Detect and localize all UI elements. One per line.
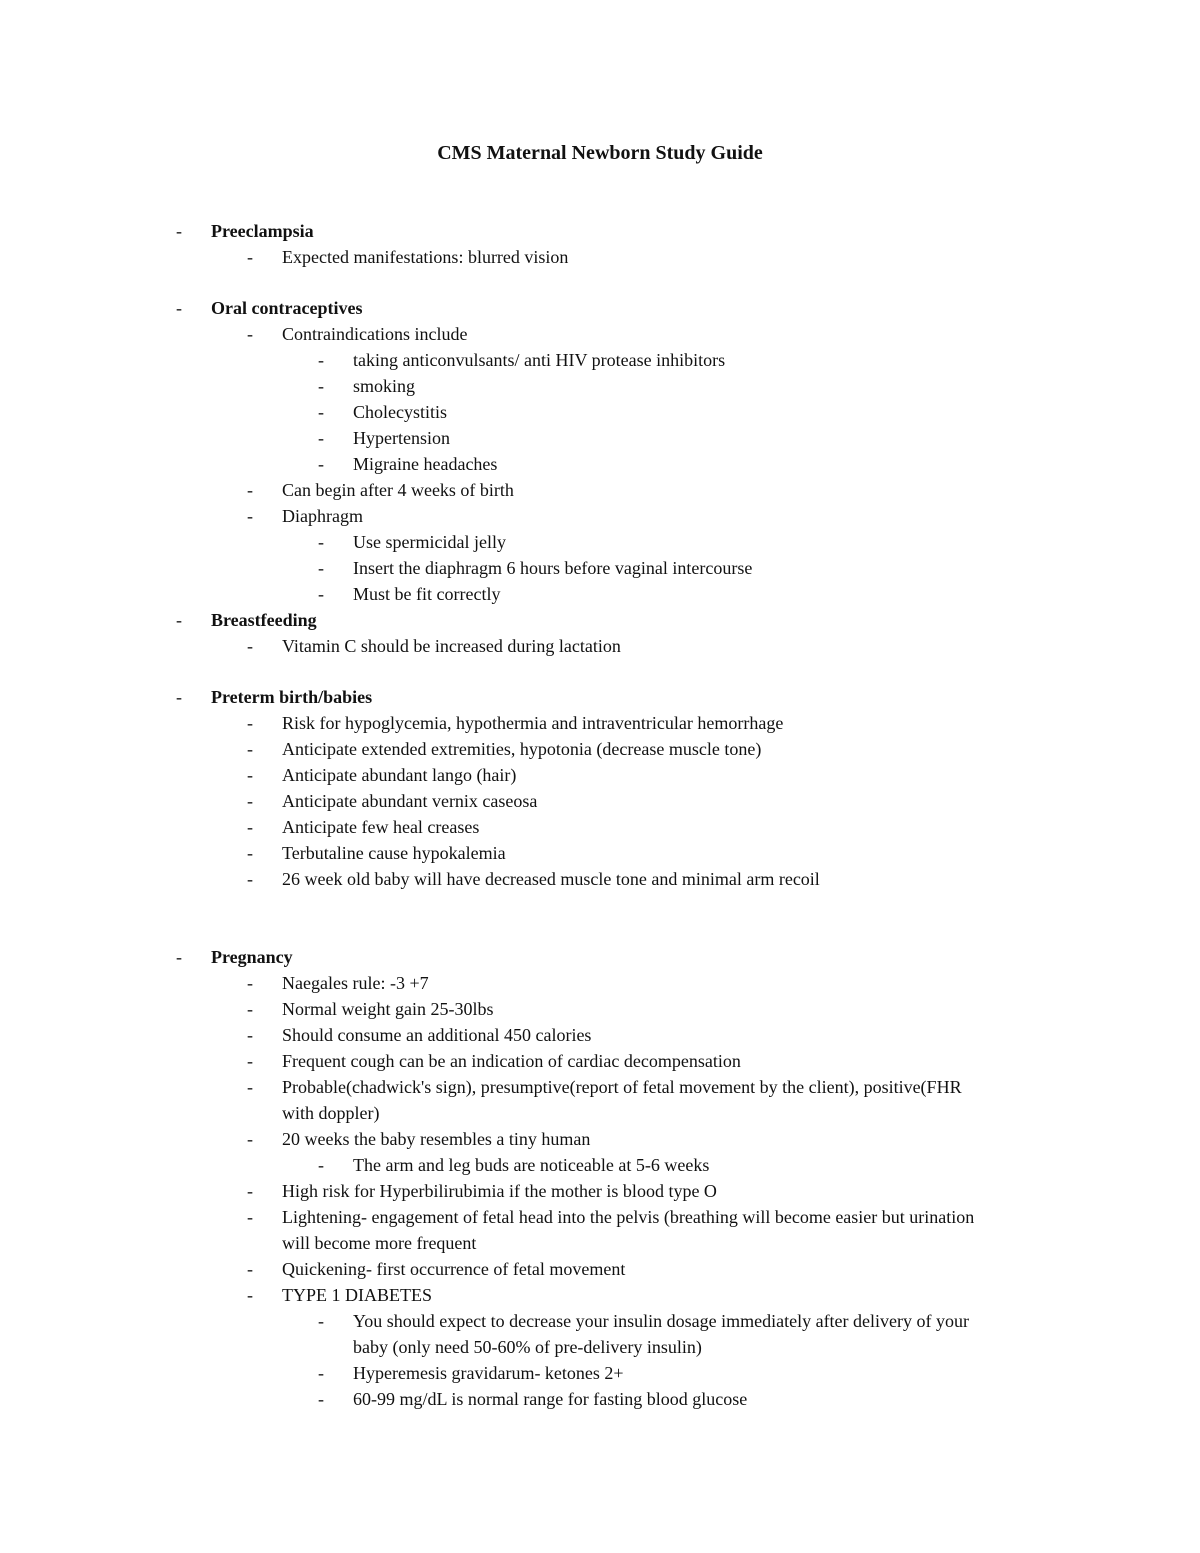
list-item-text: Cholecystitis [353, 402, 447, 422]
list-item-text: Anticipate abundant lango (hair) [282, 765, 517, 785]
bullet-dash: - [318, 376, 324, 396]
bullet-dash: - [247, 999, 253, 1019]
list-item-text: Frequent cough can be an indication of cardiac decompensation [282, 1051, 741, 1071]
bullet-dash: - [247, 1025, 253, 1045]
bullet-dash: - [247, 817, 253, 837]
bullet-dash: - [318, 428, 324, 448]
bullet-dash: - [247, 843, 253, 863]
bullet-dash: - [318, 454, 324, 474]
bullet-dash: - [247, 791, 253, 811]
section-heading-text: Pregnancy [211, 947, 293, 967]
bullet-dash: - [247, 1285, 253, 1305]
list-item-text: Probable(chadwick's sign), presumptive(report of fetal movement by the client), positive(FHR [282, 1077, 962, 1097]
list-item-text: Lightening- engagement of fetal head into the pelvis (breathing will become easier but urination [282, 1207, 975, 1227]
bullet-dash: - [176, 298, 182, 318]
list-item-text: smoking [353, 376, 416, 396]
list-item-text: Risk for hypoglycemia, hypothermia and intraventricular hemorrhage [282, 713, 784, 733]
bullet-dash: - [318, 402, 324, 422]
list-item-text: Vitamin C should be increased during lactation [282, 636, 621, 656]
bullet-dash: - [247, 1129, 253, 1149]
bullet-dash: - [318, 558, 324, 578]
bullet-dash: - [318, 1363, 324, 1383]
document-title: CMS Maternal Newborn Study Guide [437, 142, 763, 164]
bullet-dash: - [247, 1077, 253, 1097]
list-item-text: Expected manifestations: blurred vision [282, 247, 569, 267]
bullet-dash: - [318, 350, 324, 370]
list-item-text: Quickening- first occurrence of fetal movement [282, 1259, 626, 1279]
list-item-text: Anticipate few heal creases [282, 817, 480, 837]
list-item-text: Diaphragm [282, 506, 363, 526]
bullet-dash: - [247, 869, 253, 889]
section-heading-text: Breastfeeding [211, 610, 317, 630]
list-item-text: High risk for Hyperbilirubimia if the mother is blood type O [282, 1181, 717, 1201]
list-item-text: Contraindications include [282, 324, 468, 344]
bullet-dash: - [318, 1311, 324, 1331]
list-item-text: Must be fit correctly [353, 584, 501, 604]
bullet-dash: - [247, 1181, 253, 1201]
bullet-dash: - [318, 1155, 324, 1175]
list-item-text: 26 week old baby will have decreased muscle tone and minimal arm recoil [282, 869, 820, 889]
bullet-dash: - [176, 687, 182, 707]
section-heading-text: Preterm birth/babies [211, 687, 373, 707]
list-item-text: will become more frequent [282, 1233, 477, 1253]
list-item-text: Naegales rule: -3 +7 [282, 973, 429, 993]
bullet-dash: - [247, 506, 253, 526]
list-item-text: TYPE 1 DIABETES [282, 1285, 432, 1305]
bullet-dash: - [247, 1259, 253, 1279]
list-item-text: 20 weeks the baby resembles a tiny human [282, 1129, 591, 1149]
section-heading-text: Preeclampsia [211, 221, 314, 241]
list-item-text: Normal weight gain 25-30lbs [282, 999, 494, 1019]
bullet-dash: - [318, 1389, 324, 1409]
bullet-dash: - [247, 1207, 253, 1227]
list-item-text: Should consume an additional 450 calories [282, 1025, 592, 1045]
bullet-dash: - [247, 1051, 253, 1071]
list-item-text: Hyperemesis gravidarum- ketones 2+ [353, 1363, 624, 1383]
bullet-dash: - [247, 713, 253, 733]
section-heading-text: Oral contraceptives [211, 298, 363, 318]
list-item-text: 60-99 mg/dL is normal range for fasting blood glucose [353, 1389, 748, 1409]
bullet-dash: - [247, 247, 253, 267]
bullet-dash: - [318, 532, 324, 552]
list-item-text: Hypertension [353, 428, 450, 448]
list-item-text: Anticipate abundant vernix caseosa [282, 791, 538, 811]
list-item-text: Use spermicidal jelly [353, 532, 506, 552]
bullet-dash: - [247, 973, 253, 993]
bullet-dash: - [176, 610, 182, 630]
bullet-dash: - [247, 324, 253, 344]
list-item-text: The arm and leg buds are noticeable at 5-6 weeks [353, 1155, 710, 1175]
bullet-dash: - [247, 480, 253, 500]
bullet-dash: - [176, 947, 182, 967]
list-item-text: Terbutaline cause hypokalemia [282, 843, 506, 863]
list-item-text: Migraine headaches [353, 454, 498, 474]
list-item-text: with doppler) [282, 1103, 380, 1123]
list-item-text: Can begin after 4 weeks of birth [282, 480, 514, 500]
bullet-dash: - [318, 584, 324, 604]
bullet-dash: - [176, 221, 182, 241]
bullet-dash: - [247, 765, 253, 785]
list-item-text: taking anticonvulsants/ anti HIV protease inhibitors [353, 350, 726, 370]
bullet-dash: - [247, 636, 253, 656]
list-item-text: Insert the diaphragm 6 hours before vaginal intercourse [353, 558, 753, 578]
list-item-text: You should expect to decrease your insulin dosage immediately after delivery of your [353, 1311, 970, 1331]
list-item-text: baby (only need 50-60% of pre-delivery insulin) [353, 1337, 702, 1357]
list-item-text: Anticipate extended extremities, hypotonia (decrease muscle tone) [282, 739, 762, 759]
bullet-dash: - [247, 739, 253, 759]
